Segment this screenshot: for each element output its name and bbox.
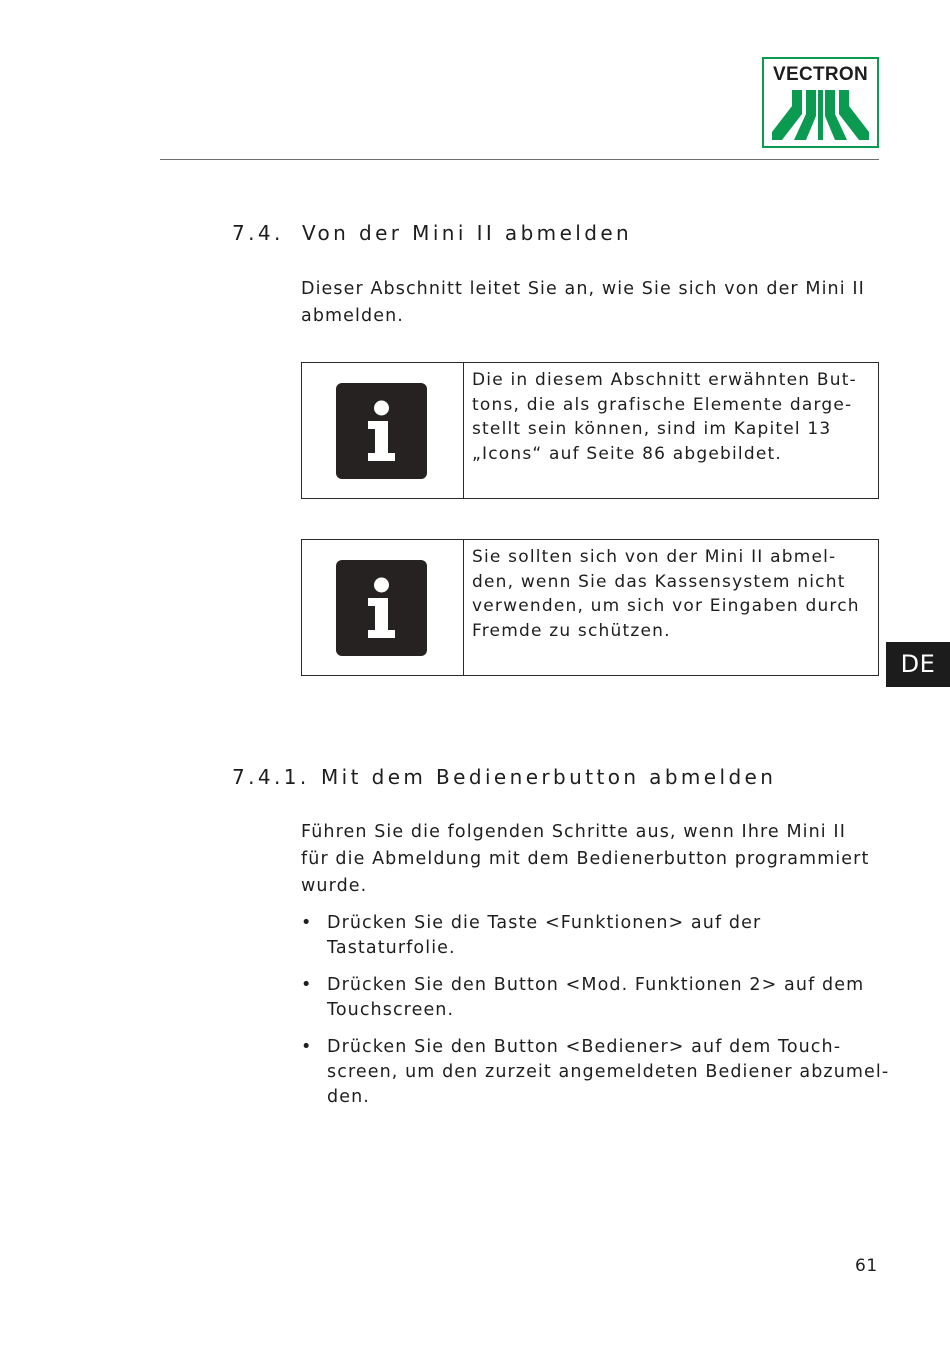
section-heading (232, 221, 632, 245)
sub-intro-paragraph: Führen Sie die folgenden Schritte aus, wenn Ihre Mini II für die Abmeldung mit dem Bedienerbutton programmiert wurde. (301, 822, 870, 896)
vectron-logo (762, 57, 879, 148)
info-box-2 (301, 539, 879, 676)
list-item: • Drücken Sie den Button <Mod. Funktionen 2> auf dem Touchscreen. (301, 975, 865, 1020)
info-icon (336, 560, 427, 656)
info-icon-cell (302, 363, 464, 498)
info-box-1 (301, 362, 879, 499)
bullet: • (301, 1037, 313, 1057)
subsection-heading (232, 765, 776, 789)
subsection-title: Mit dem Bedienerbutton abmelden (321, 765, 777, 789)
subsection-number: 7.4.1. (232, 765, 310, 789)
section-number: 7.4. (232, 221, 284, 245)
bullet: • (301, 975, 313, 995)
logo-mark-icon (772, 90, 869, 140)
section-title: Von der Mini II abmelden (302, 221, 633, 245)
list-item: • Drücken Sie den Button <Bediener> auf dem Touch- screen, um den zurzeit angemeldeten Bediener abzumel- den. (301, 1037, 890, 1107)
bullet: • (301, 913, 313, 933)
steps-list (301, 911, 891, 1122)
page-number: 61 (855, 1256, 878, 1276)
logo-text: VECTRON (773, 64, 868, 85)
language-tab: DE (886, 642, 950, 687)
header-rule (160, 159, 879, 160)
info-icon (336, 383, 427, 479)
intro-paragraph: Dieser Abschnitt leitet Sie an, wie Sie sich von der Mini II abmelden. (301, 279, 865, 326)
info-icon-cell (302, 540, 464, 675)
list-item: • Drücken Sie die Taste <Funktionen> auf der Tastaturfolie. (301, 913, 762, 958)
info-text: Sie sollten sich von der Mini II abmel- den, wenn Sie das Kassensystem nicht verwenden, um sich vor Eingaben durch Fremde zu schützen. (472, 547, 860, 641)
info-text: Die in diesem Abschnitt erwähnten But- tons, die als grafische Elemente darge- stellt sein können, sind im Kapitel 13 „Icons“ auf Seite 86 abgebildet. (472, 370, 857, 464)
